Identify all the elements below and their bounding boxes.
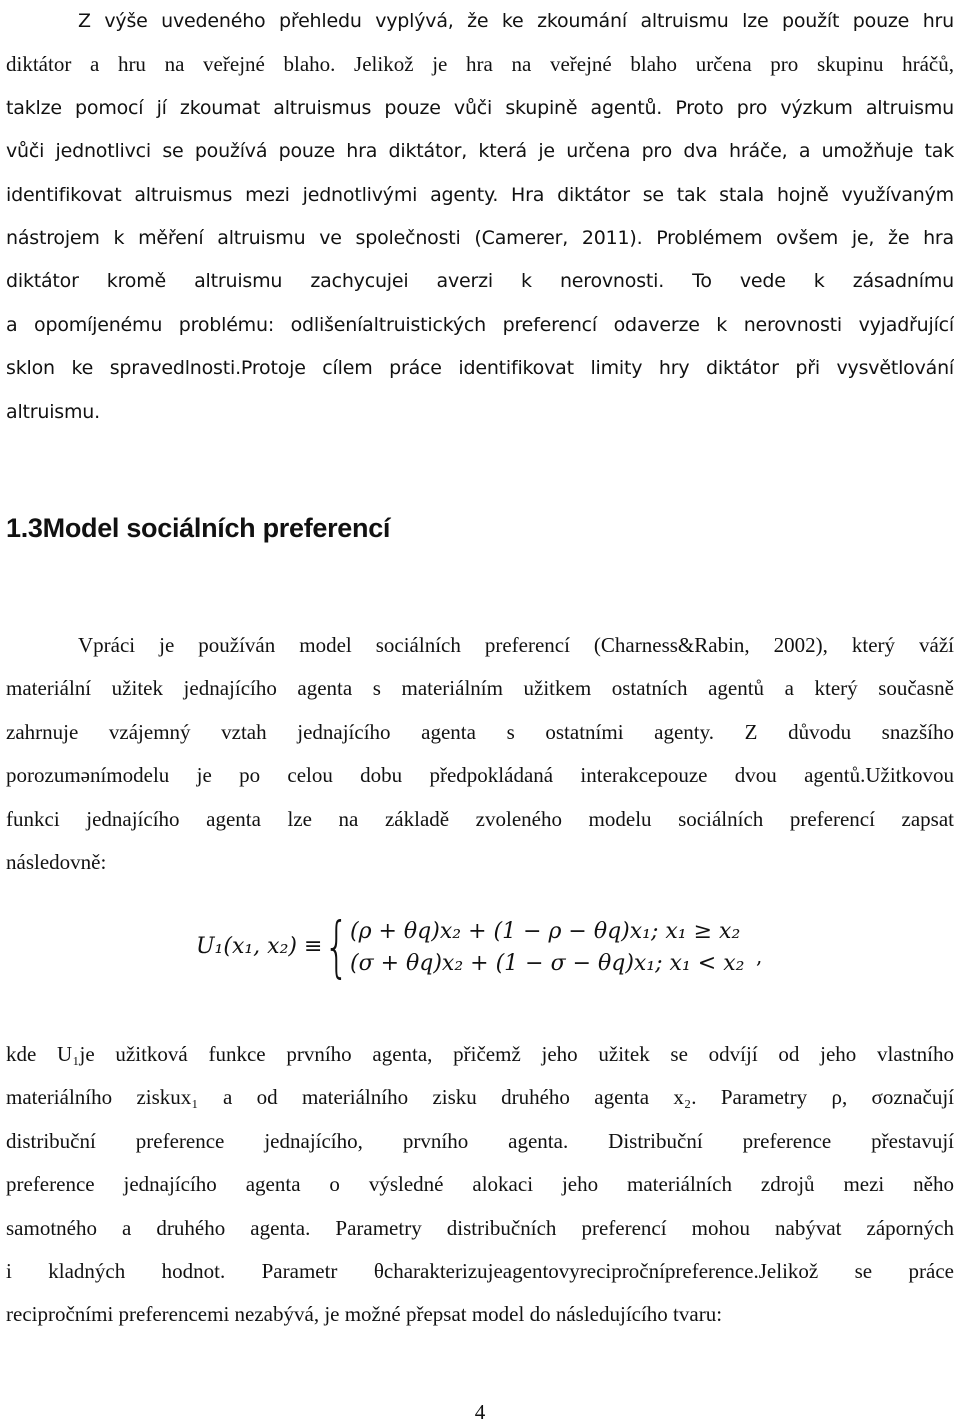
paragraph-altruism-intro <box>6 0 954 434</box>
text-line: distribuční preference jednajícího, prvního agenta. Distribuční preference přestavují <box>6 1128 954 1153</box>
text-line: taklze pomocí jí zkoumat altruismus pouze vůči skupině agentů. Proto pro výzkum altruismu <box>6 96 954 119</box>
text-line: Z výše uvedeného přehledu vyplývá, že ke zkoumání altruismu lze použít pouze hru <box>78 10 954 32</box>
equation-case-2: (σ + θq)x₂ + (1 − σ − θq)x₁; x₁ < x₂ <box>350 951 745 976</box>
equation-lhs: U₁(x₁, x₂) ≡ <box>196 934 323 959</box>
text-line: nástrojem k měření altruismu ve společnosti (Camerer, 2011). Problémem ovšem je, že hra <box>6 227 954 250</box>
paragraph-model-description <box>6 624 954 884</box>
text-line: Vpráci je používán model sociálních preferencí (Charness&Rabin, 2002), který váží <box>78 633 954 657</box>
text-line: zahrnuje vzájemný vztah jednajícího agenta s ostatními agenty. Z důvodu snazšího <box>6 719 954 744</box>
text-line: materiální užitek jednajícího agenta s materiálním užitkem ostatních agentů a který současně <box>6 676 954 701</box>
text-line: identifikovat altruismus mezi jednotlivými agenty. Hra diktátor se tak stala hojně využívaným <box>6 183 954 206</box>
text-line: recipročními preferencemi nezabývá, je možné přepsat model do následujícího tvaru: <box>6 1302 723 1327</box>
equation-trailing-comma: , <box>756 944 763 968</box>
text-line: následovně: <box>6 850 107 875</box>
text-line: sklon ke spravedlnosti.Protoje cílem práce identifikovat limity hry diktátor při vysvětlování <box>6 357 954 380</box>
text-line: altruismu. <box>6 400 100 423</box>
left-brace-icon: { <box>324 908 350 985</box>
text-line: vůči jednotlivci se používá pouze hra diktátor, která je určena pro dva hráče, a umožňuje tak <box>6 140 954 163</box>
text-line: funkci jednajícího agenta lze na základě zvoleného modelu sociálních preferencí zapsat <box>6 806 954 831</box>
text-line: a opomíjenému problému: odlišeníaltruistických preferencí odaverze k nerovnosti vyjadřující <box>6 313 954 336</box>
text-line: materiálního ziskux₁ a od materiálního zisku druhého agenta x₂. Parametry ρ, σoznačují <box>6 1085 954 1110</box>
text-line: diktátor kromě altruismu zachycujei averzi k nerovnosti. To vede k zásadnímu <box>6 270 954 293</box>
text-line: porozumənímodelu je po celou dobu předpokládaná interakcepouze dvou agentů.Užitkovou <box>6 763 954 788</box>
text-line: i kladných hodnot. Parametr θcharakterizujeagentovyrecipročnípreference.Jelikož se práce <box>6 1259 954 1284</box>
text-line: samotného a druhého agenta. Parametry distribučních preferencí mohou nabývat záporných <box>6 1215 954 1240</box>
text-line: preference jednajícího agenta o výsledné alokaci jeho materiálních zdrojů mezi něho <box>6 1172 954 1197</box>
paragraph-parameter-explanation <box>6 1033 954 1337</box>
equation-case-1: (ρ + θq)x₂ + (1 − ρ − θq)x₁; x₁ ≥ x₂ <box>350 919 741 944</box>
text-line: diktátor a hru na veřejné blaho. Jelikož je hra na veřejné blaho určena pro skupinu hráčů, <box>6 52 954 77</box>
page-number: 4 <box>474 1400 486 1424</box>
text-line: kde U₁je užitková funkce prvního agenta, přičemž jeho užitek se odvíjí od jeho vlastního <box>6 1042 954 1066</box>
section-heading: 1.3Model sociálních preferencí <box>6 513 391 543</box>
utility-function-equation <box>196 908 776 986</box>
